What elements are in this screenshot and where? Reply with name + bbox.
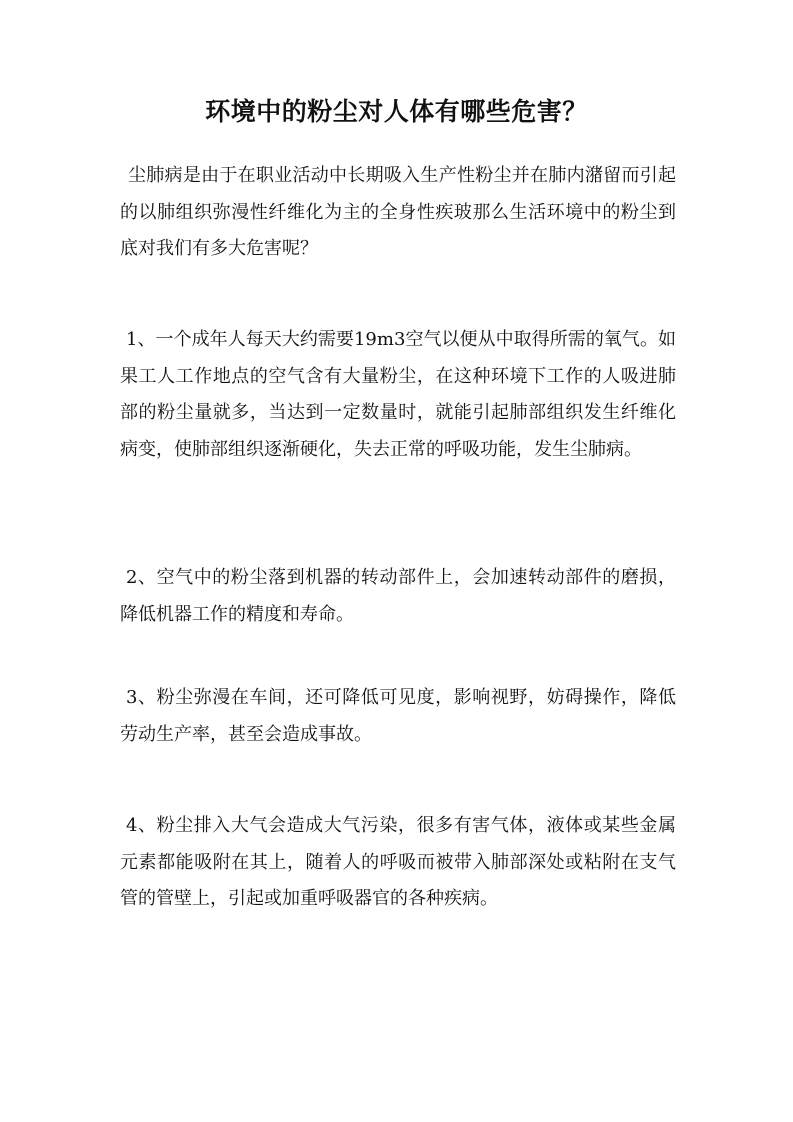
hazard-paragraph-2: 2、空气中的粉尘落到机器的转动部件上，会加速转动部件的磨损，降低机器工作的精度和寿命。 [120,567,676,625]
intro-paragraph: 尘肺病是由于在职业活动中长期吸入生产性粉尘并在肺内潴留而引起的以肺组织弥漫性纤维化为主的全身性疾玻那么生活环境中的粉尘到底对我们有多大危害呢？ [120,165,676,259]
hazard-paragraph-3: 3、粉尘弥漫在车间，还可降低可见度，影响视野，妨碍操作，降低劳动生产率，甚至会造成事故。 [120,687,676,745]
page-title: 环境中的粉尘对人体有哪些危害？ [205,97,588,126]
hazard-paragraph-1: 1、一个成年人每天大约需要19m3空气以便从中取得所需的氧气。如果工人工作地点的空气含有大量粉尘，在这种环境下工作的人吸进肺部的粉尘量就多，当达到一定数量时，就能引起肺部组织发生纤维化病变，使肺部组织逐渐硬化，失去正常的呼吸功能，发生尘肺病。 [120,329,676,460]
hazard-paragraph-4: 4、粉尘排入大气会造成大气污染，很多有害气体，液体或某些金属元素都能吸附在其上，随着人的呼吸而被带入肺部深处或粘附在支气管的管壁上，引起或加重呼吸器官的各种疾病。 [120,815,676,909]
